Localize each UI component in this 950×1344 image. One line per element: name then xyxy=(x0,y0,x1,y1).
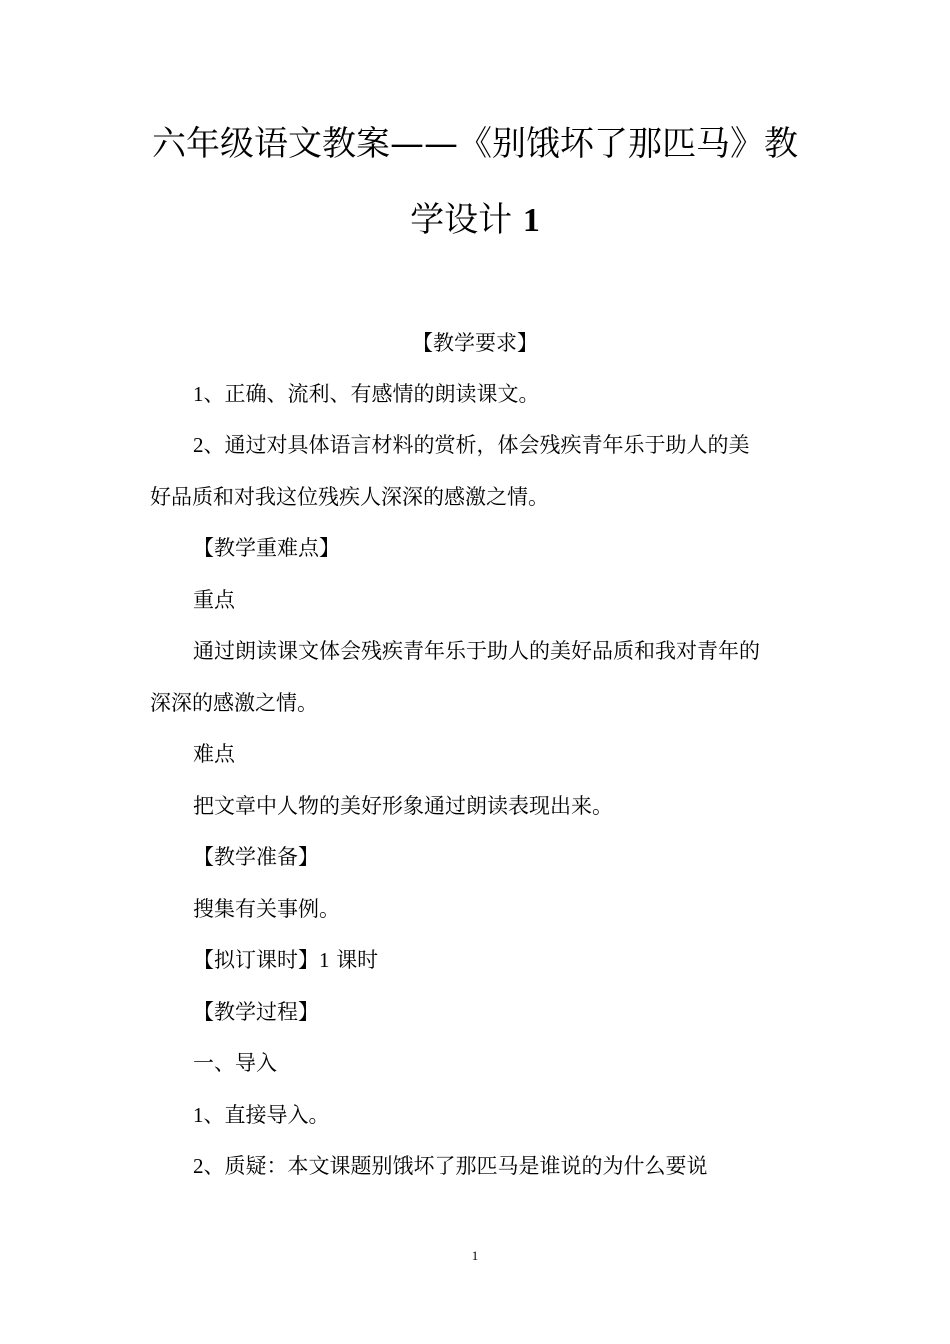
difficulty-label: 难点 xyxy=(193,742,235,766)
requirement-text: 、通过对具体语言材料的赏析，体会残疾青年乐于助人的美 xyxy=(203,433,750,457)
document-title-line-2 xyxy=(120,200,830,241)
requirement-item-2-continued: 好品质和对我这位残疾人深深的感激之情。 xyxy=(150,485,549,509)
preparation-text: 搜集有关事例。 xyxy=(193,897,340,921)
item-number: 1 xyxy=(193,1103,204,1127)
schedule-number: 1 xyxy=(319,948,330,972)
process-step-1-item-1 xyxy=(193,1100,330,1130)
page-number: 1 xyxy=(471,1248,479,1263)
key-point-text: 通过朗读课文体会残疾青年乐于助人的美好品质和我对青年的 xyxy=(193,639,760,663)
difficulty-text: 把文章中人物的美好形象通过朗读表现出来。 xyxy=(193,794,613,818)
item-text: 、直接导入。 xyxy=(203,1103,330,1127)
process-step-1-item-2 xyxy=(193,1151,708,1181)
requirement-text: 、正确、流利、有感情的朗读课文。 xyxy=(203,382,540,406)
title-text: 学设计 xyxy=(410,200,513,240)
document-title-line-1: 六年级语文教案——《别饿坏了那匹马》教 xyxy=(152,124,798,164)
item-number: 2 xyxy=(193,1154,204,1178)
item-text: 、质疑：本文课题别饿坏了那匹马是谁说的为什么要说 xyxy=(203,1154,708,1178)
section-heading-key-points: 【教学重难点】 xyxy=(193,536,340,560)
section-heading-process: 【教学过程】 xyxy=(193,1000,319,1024)
requirement-number: 2 xyxy=(193,433,204,457)
process-step-1-heading: 一、导入 xyxy=(193,1051,277,1075)
section-heading-schedule xyxy=(193,945,378,975)
schedule-label: 【拟订课时】 xyxy=(193,948,319,972)
title-number: 1 xyxy=(522,202,540,239)
key-point-label: 重点 xyxy=(193,588,235,612)
key-point-text-continued: 深深的感激之情。 xyxy=(150,691,318,715)
section-heading-preparation: 【教学准备】 xyxy=(193,845,319,869)
requirement-number: 1 xyxy=(193,382,204,406)
requirement-item-1 xyxy=(193,379,540,409)
section-heading-requirements: 【教学要求】 xyxy=(412,331,538,355)
schedule-unit: 课时 xyxy=(336,948,379,972)
requirement-item-2 xyxy=(193,430,750,460)
